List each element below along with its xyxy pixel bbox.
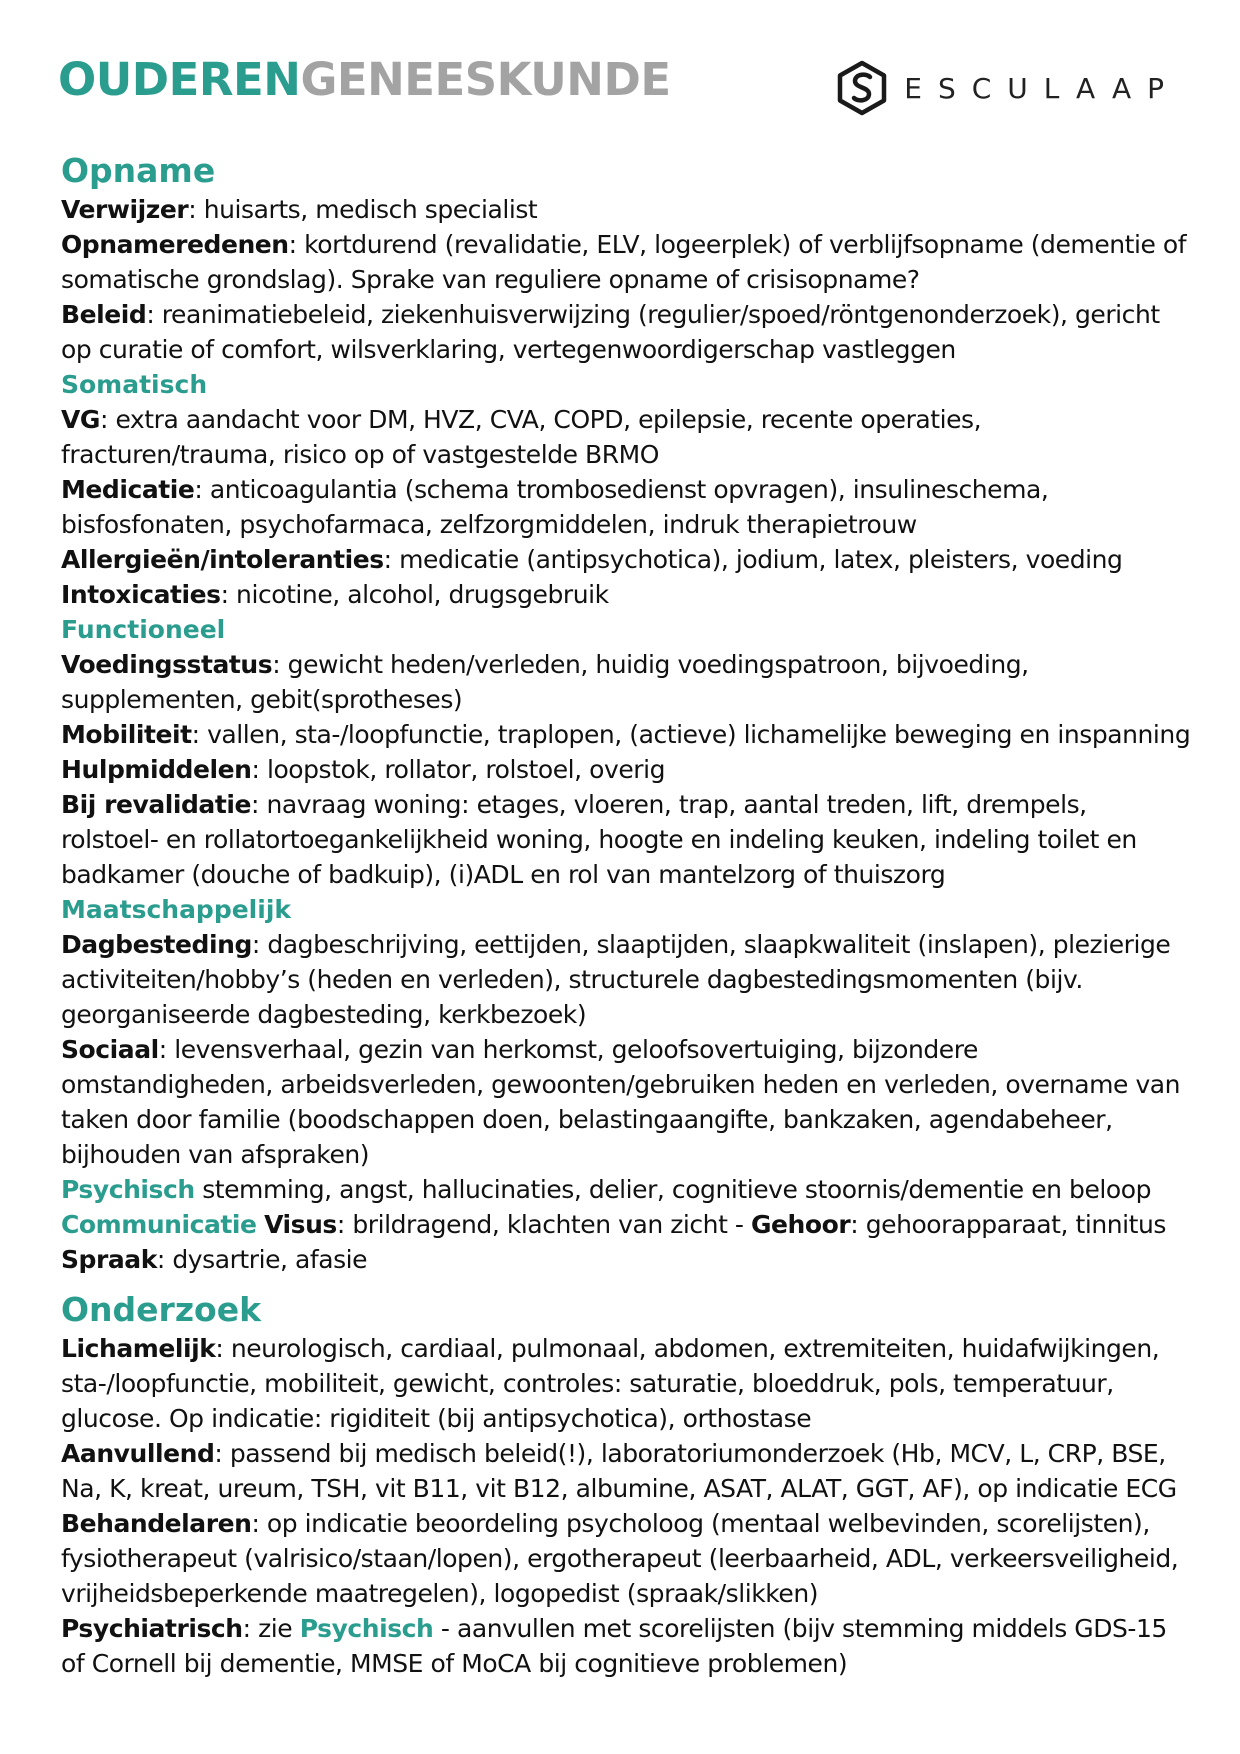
entry-verwijzer	[61, 192, 1191, 227]
entry-text: : anticoagulantia (schema trombosedienst opvragen), insulineschema, bisfosfonaten, psychofarmaca, zelfzorgmiddelen, indruk therapietrouw	[61, 475, 1049, 539]
section-heading-onderzoek: Onderzoek	[61, 1290, 262, 1329]
entry-mobiliteit	[61, 717, 1191, 752]
entry-text: : reanimatiebeleid, ziekenhuisverwijzing (regulier/spoed/röntgenonderzoek), gericht op curatie of comfort, wilsverklaring, vertegenwoordigerschap vastleggen	[61, 300, 1160, 364]
entry-label: Gehoor	[750, 1210, 851, 1239]
entry-sociaal	[61, 1032, 1191, 1172]
entry-text: : vallen, sta-/loopfunctie, traplopen, (actieve) lichamelijke beweging en inspanning	[191, 720, 1191, 749]
entry-text: : dagbeschrijving, eettijden, slaaptijden, slaapkwaliteit (inslapen), plezierige activiteiten/hobby’s (heden en verleden), structurele dagbestedingsmomenten (bijv. georganiseerde dagbesteding, kerkbezoek)	[61, 930, 1171, 1029]
entry-label: Spraak	[61, 1245, 157, 1274]
entry-label: VG	[61, 405, 100, 434]
esculaap-logo	[836, 60, 1180, 116]
entry-psychiatrisch	[61, 1611, 1191, 1681]
entry-text: : gehoorapparaat, tinnitus	[850, 1210, 1166, 1239]
entry-text: : extra aandacht voor DM, HVZ, CVA, COPD, epilepsie, recente operaties, fracturen/trauma, risico op of vastgestelde BRMO	[61, 405, 982, 469]
entry-label: Voedingsstatus	[61, 650, 273, 679]
title-part-ouderen: OUDEREN	[58, 53, 301, 106]
entry-spraak	[61, 1242, 1191, 1277]
entry-text: : brildragend, klachten van zicht -	[336, 1210, 751, 1239]
entry-text: : zie	[242, 1614, 300, 1643]
entry-vg	[61, 402, 1191, 472]
entry-text: stemming, angst, hallucinaties, delier, cognitieve stoornis/dementie en beloop	[194, 1175, 1151, 1204]
entry-text: : passend bij medisch beleid(!), laboratoriumonderzoek (Hb, MCV, L, CRP, BSE, Na, K, kreat, ureum, TSH, vit B11, vit B12, albumine, ASAT, ALAT, GGT, AF), op indicatie ECG	[61, 1439, 1177, 1503]
entry-medicatie	[61, 472, 1191, 542]
entry-label: Bij revalidatie	[61, 790, 251, 819]
entry-behandelaren	[61, 1506, 1191, 1611]
entry-lichamelijk	[61, 1331, 1191, 1436]
entry-aanvullend	[61, 1436, 1191, 1506]
entry-label: Behandelaren	[61, 1509, 252, 1538]
entry-intoxicaties	[61, 577, 1191, 612]
entry-text: : navraag woning: etages, vloeren, trap, aantal treden, lift, drempels, rolstoel- en rollatortoegankelijkheid woning, hoogte en indeling keuken, indeling toilet en badkamer (douche of badkuip), (i)ADL en rol van mantelzorg of thuiszorg	[61, 790, 1137, 889]
entry-label: Lichamelijk	[61, 1334, 216, 1363]
entry-text: : op indicatie beoordeling psycholoog (mentaal welbevinden, scorelijsten), fysiotherapeut (valrisico/staan/lopen), ergotherapeut (leerbaarheid, ADL, verkeersveiligheid, vrijheidsbeperkende maatregelen), logopedist (spraak/slikken)	[61, 1509, 1179, 1608]
entry-label: Medicatie	[61, 475, 195, 504]
entry-communicatie	[61, 1207, 1191, 1242]
entry-hulpmiddelen	[61, 752, 1191, 787]
entry-label: Allergieën/intoleranties	[61, 545, 384, 574]
logo-wordmark: ESCULAAP	[904, 71, 1180, 105]
entry-text: : neurologisch, cardiaal, pulmonaal, abdomen, extremiteiten, huidafwijkingen, sta-/loopfunctie, mobiliteit, gewicht, controles: saturatie, bloeddruk, pols, temperatuur, glucose. Op indicatie: rigiditeit (bij antipsychotica), orthostase	[61, 1334, 1160, 1433]
entry-text: : levensverhaal, gezin van herkomst, geloofsovertuiging, bijzondere omstandigheden, arbeidsverleden, gewoonten/gebruiken heden en verleden, overname van taken door familie (boodschappen doen, belastingaangifte, bankzaken, agendabeheer, bijhouden van afspraken)	[61, 1035, 1181, 1169]
document-body	[61, 150, 1191, 1681]
entry-allergieen	[61, 542, 1191, 577]
entry-label: Opnameredenen	[61, 230, 289, 259]
subheading-somatisch: Somatisch	[61, 370, 208, 399]
entry-label: Dagbesteding	[61, 930, 252, 959]
entry-text: : dysartrie, afasie	[156, 1245, 368, 1274]
entry-text: : medicatie (antipsychotica), jodium, latex, pleisters, voeding	[383, 545, 1123, 574]
entry-text: : kortdurend (revalidatie, ELV, logeerplek) of verblijfsopname (dementie of somatische grondslag). Sprake van reguliere opname of crisisopname?	[61, 230, 1187, 294]
entry-opnameredenen	[61, 227, 1191, 297]
cross-reference-psychisch: Psychisch	[299, 1614, 434, 1643]
entry-bij-revalidatie	[61, 787, 1191, 892]
subheading-functioneel: Functioneel	[61, 615, 226, 644]
entry-text: : nicotine, alcohol, drugsgebruik	[220, 580, 609, 609]
title-part-geneeskunde: GENEESKUNDE	[300, 53, 671, 106]
entry-text: : loopstok, rollator, rolstoel, overig	[251, 755, 666, 784]
subheading-maatschappelijk: Maatschappelijk	[61, 895, 292, 924]
entry-label: Aanvullend	[61, 1439, 215, 1468]
entry-dagbesteding	[61, 927, 1191, 1032]
entry-beleid	[61, 297, 1191, 367]
entry-label-teal: Psychisch	[61, 1175, 195, 1204]
entry-label: Visus	[264, 1210, 337, 1239]
page-header	[58, 50, 1180, 120]
entry-text: - aanvullen met scorelijsten (bijv stemming middels GDS-15 of Cornell bij dementie, MMSE of MoCA bij cognitieve problemen)	[61, 1614, 1167, 1678]
document-title	[58, 50, 671, 110]
entry-text: : gewicht heden/verleden, huidig voedingspatroon, bijvoeding, supplementen, gebit(sprotheses)	[61, 650, 1029, 714]
entry-label: Psychiatrisch	[61, 1614, 243, 1643]
entry-psychisch	[61, 1172, 1191, 1207]
entry-voedingsstatus	[61, 647, 1191, 717]
entry-label-teal: Communicatie	[61, 1210, 257, 1239]
entry-label: Verwijzer	[61, 195, 189, 224]
entry-label: Hulpmiddelen	[61, 755, 252, 784]
esculaap-hexagon-icon	[836, 60, 888, 116]
entry-label: Sociaal	[61, 1035, 159, 1064]
entry-label: Beleid	[61, 300, 147, 329]
entry-label: Intoxicaties	[61, 580, 221, 609]
entry-text: : huisarts, medisch specialist	[188, 195, 538, 224]
entry-label: Mobiliteit	[61, 720, 192, 749]
section-heading-opname: Opname	[61, 151, 216, 190]
